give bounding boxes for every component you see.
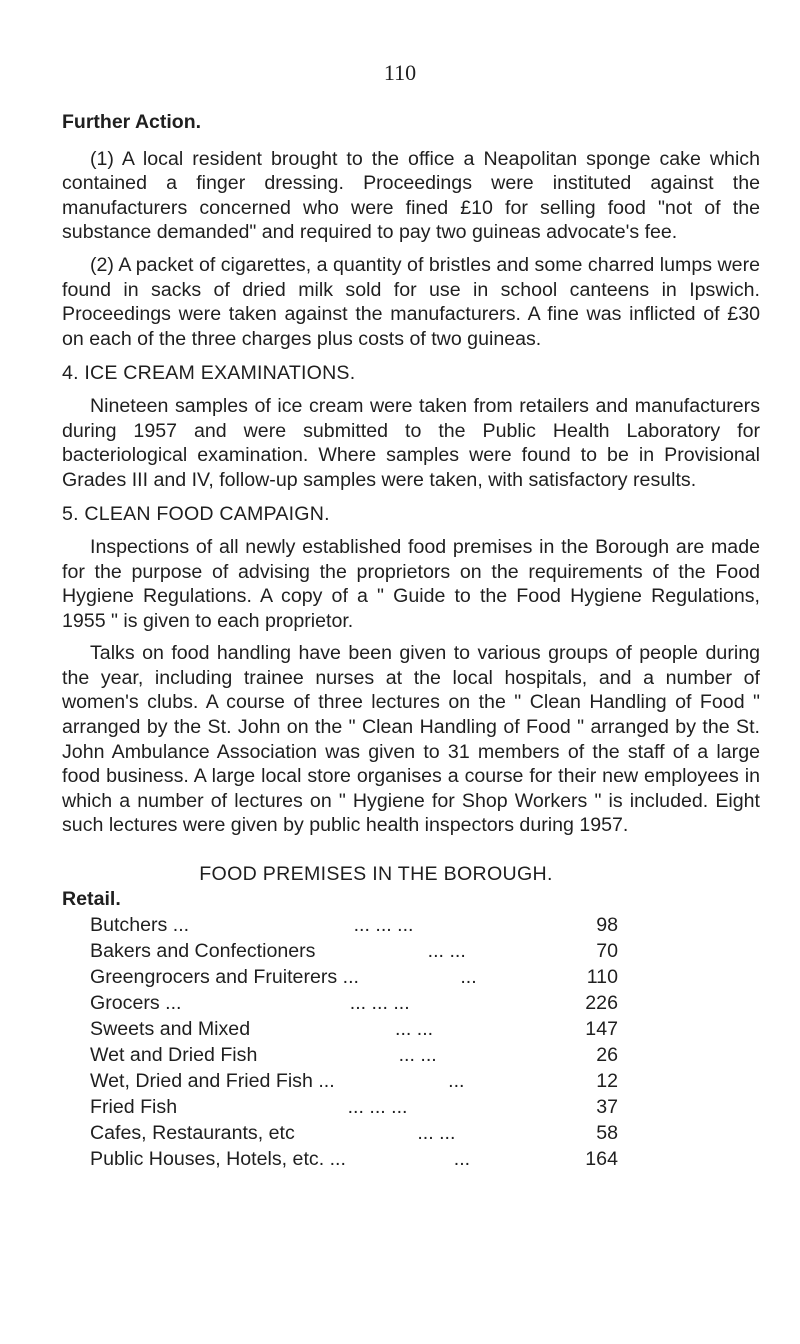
leader-dots: ... [453,1148,471,1171]
premises-count: 58 [596,1122,618,1145]
premises-count: 164 [585,1148,618,1171]
premises-name: Greengrocers and Fruiterers ... [90,966,359,989]
leader-dots: ... ... [395,1018,434,1041]
premises-count: 37 [596,1096,618,1119]
retail-premises-list [62,913,760,1173]
premises-name: Wet, Dried and Fried Fish ... [90,1070,335,1093]
table-row [90,1147,618,1173]
page-body [62,110,760,1173]
ice-cream-heading: 4. ICE CREAM EXAMINATIONS. [62,362,356,385]
leader-dots: ... [448,1070,465,1093]
leader-dots: ... ... [417,1122,456,1145]
premises-name: Butchers ... [90,914,190,937]
leader-dots: ... ... ... [347,1096,408,1119]
premises-count: 98 [596,914,618,937]
premises-count: 226 [585,992,618,1015]
table-row [90,1043,618,1069]
premises-count: 147 [585,1018,618,1041]
premises-count: 26 [596,1044,618,1067]
clean-food-paragraph-2: Talks on food handling have been given to various groups of people during the year, including trainee nurses at the local hospitals, and a number of women's clubs. A course of three lectures on the " Clean Handling of Food " arranged by the St. John on the " Clean Handling of Food " arranged by the St. John Ambulance Association was given to 31 members of the staff of a large food business. A large local store organises a course for their new employees in which a number of lectures on " Hygiene for Shop Workers " is included. Eight such lectures were given by public health inspectors during 1957. [62,642,760,837]
retail-label: Retail. [62,887,121,910]
table-row [90,1121,618,1147]
further-action-paragraph-1: (1) A local resident brought to the office a Neapolitan sponge cake which contained a finger dressing. Proceedings were instituted against the manufacturers concerned who were fined £10 for selling food "not of the substance demanded" and required to pay two guineas advocate's fee. [62,147,760,244]
leader-dots: ... [460,966,477,989]
table-row [90,1017,618,1043]
premises-name: Fried Fish [90,1096,178,1119]
table-row [90,1069,618,1095]
further-action-paragraph-2: (2) A packet of cigarettes, a quantity of bristles and some charred lumps were found in sacks of dried milk sold for use in school canteens in Ipswich. Proceedings were taken against the manufacturers. A fine was inflicted of £30 on each of the three charges plus costs of two guineas. [62,253,760,350]
leader-dots: ... ... [427,940,466,963]
further-action-heading: Further Action. [62,111,202,133]
clean-food-paragraph-1: Inspections of all newly established food premises in the Borough are made for the purpose of advising the proprietors on the requirements of the Food Hygiene Regulations. A copy of a " Guide to the Food Hygiene Regulations, 1955 " is given to each proprietor. [62,535,760,632]
premises-count: 110 [586,966,618,989]
premises-name: Wet and Dried Fish [90,1044,258,1067]
leader-dots: ... ... ... [353,914,414,937]
ice-cream-paragraph: Nineteen samples of ice cream were taken from retailers and manufacturers during 1957 and were submitted to the Public Health Laboratory for bacteriological examination. Where samples were found to be in Provisional Grades III and IV, follow-up samples were taken, with satisfactory results. [62,394,760,491]
premises-name: Public Houses, Hotels, etc. ... [90,1148,346,1171]
premises-name: Cafes, Restaurants, etc [90,1122,295,1145]
premises-name: Sweets and Mixed [90,1018,251,1041]
table-row [90,1095,618,1121]
page-number: 110 [383,60,417,85]
premises-count: 70 [596,940,618,963]
clean-food-heading: 5. CLEAN FOOD CAMPAIGN. [62,503,330,526]
table-row [90,939,618,965]
table-row [90,913,618,939]
premises-name: Bakers and Confectioners [90,940,316,963]
table-row [90,991,618,1017]
leader-dots: ... ... [398,1044,437,1067]
premises-name: Grocers ... [90,992,182,1015]
premises-count: 12 [596,1070,618,1093]
table-row [90,965,618,991]
food-premises-title: FOOD PREMISES IN THE BOROUGH. [199,863,553,886]
leader-dots: ... ... ... [349,992,410,1015]
